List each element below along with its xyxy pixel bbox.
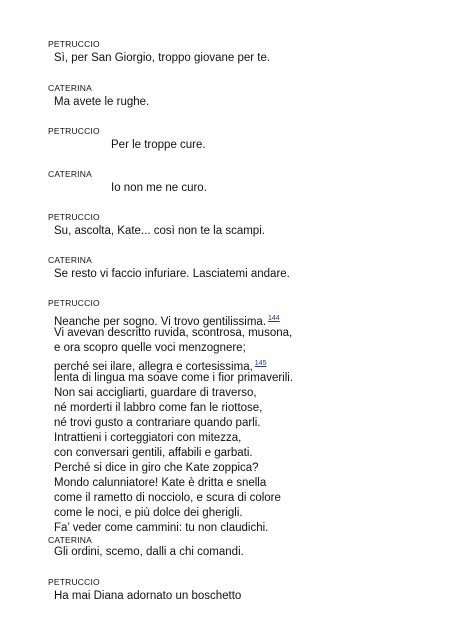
dialogue-line: Ha mai Diana adornato un boschetto (54, 590, 242, 602)
dialogue-line: Ma avete le rughe. (54, 96, 150, 108)
verse-line: Vi avevan descritto ruvida, scontrosa, musona, (54, 327, 293, 339)
verse-line: come le noci, e più dolce dei gherigli. (54, 507, 243, 519)
footnote-link[interactable]: 145 (254, 360, 267, 367)
speaker-label: PETRUCCIO (48, 212, 100, 222)
speaker-label: PETRUCCIO (48, 126, 100, 136)
verse-line (54, 356, 293, 371)
dialogue-line: Gli ordini, scemo, dalli a chi comandi. (54, 546, 244, 558)
verse-line: Intrattieni i corteggiatori con mitezza, (54, 432, 242, 444)
verse-line: Mondo calunniatore! Kate è dritta e snella (54, 477, 267, 489)
verse-line: lenta di lingua ma soave come i fior primaverili. (54, 372, 294, 384)
footnote-link[interactable]: 144 (268, 315, 280, 322)
speaker-label: CATERINA (48, 83, 92, 93)
verse-line: come il rametto di nocciolo, e scura di colore (54, 492, 281, 504)
verse-line: con conversari gentili, affabili e garbati. (54, 447, 253, 459)
speaker-label: CATERINA (48, 255, 92, 265)
speaker-label: CATERINA (48, 169, 92, 179)
dialogue-line: Per le troppe cure. (111, 139, 206, 151)
speech-block (54, 311, 293, 536)
verse-line: Perché si dice in giro che Kate zoppica? (54, 462, 259, 474)
verse-line: né morderti il labbro come fan le riottose, (54, 402, 263, 414)
verse-line: e ora scopro quelle voci menzognere; (54, 342, 246, 354)
speaker-label: PETRUCCIO (48, 298, 100, 308)
verse-line: Non sai accigliarti, guardare di traverso, (54, 387, 257, 399)
verse-line: né trovi gusto a contrariare quando parli. (54, 417, 261, 429)
speaker-label: CATERINA (48, 535, 92, 545)
verse-text: perché sei ilare, allegra e cortesissima, (54, 361, 253, 373)
dialogue-line: Sì, per San Giorgio, troppo giovane per te. (54, 52, 271, 64)
dialogue-line: Su, ascolta, Kate... così non te la scampi. (54, 225, 265, 237)
verse-line: Fa’ veder come cammini: tu non claudichi. (54, 522, 269, 534)
dialogue-line: Io non me ne curo. (111, 182, 207, 194)
dialogue-line: Se resto vi faccio infuriare. Lasciatemi andare. (54, 268, 290, 280)
speaker-label: PETRUCCIO (48, 39, 100, 49)
speaker-label: PETRUCCIO (48, 577, 100, 587)
verse-line (54, 311, 293, 326)
verse-text: Neanche per sogno. Vi trovo gentilissima. (54, 316, 267, 328)
